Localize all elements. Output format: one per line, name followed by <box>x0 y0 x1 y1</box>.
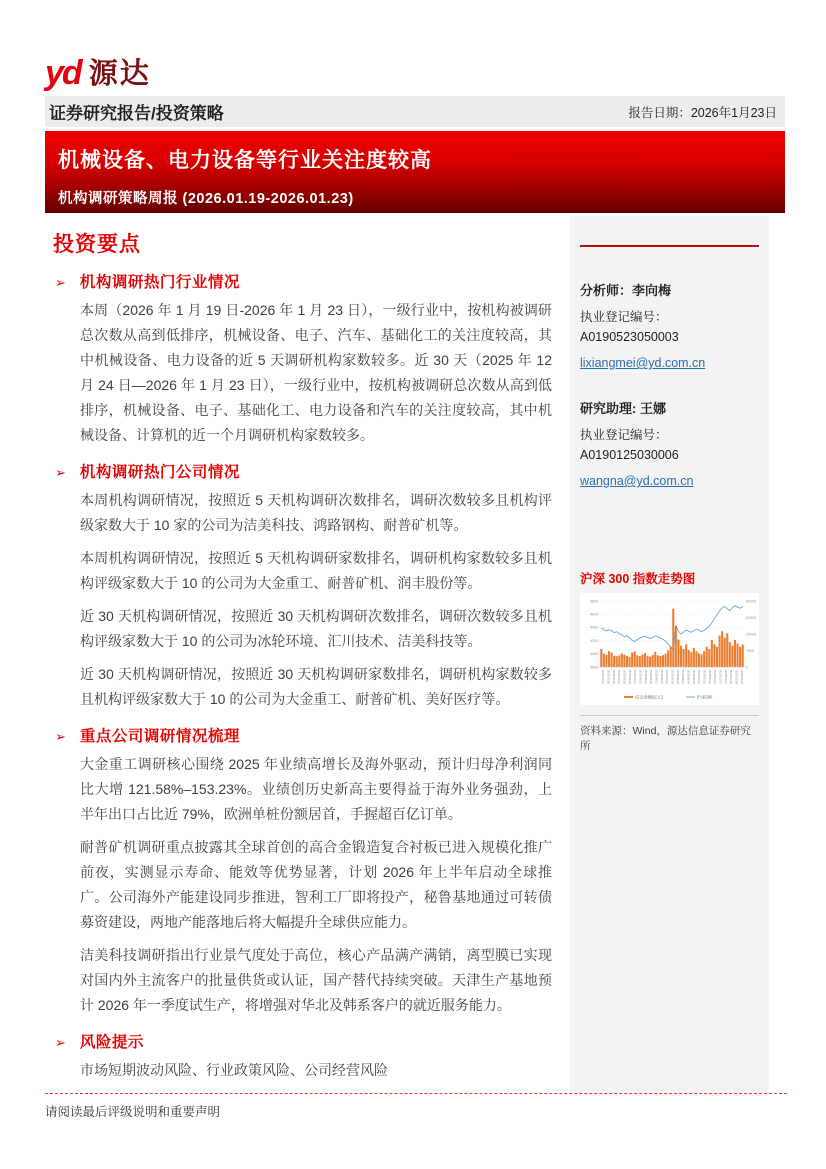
arrow-bullet-icon: ➢ <box>55 275 66 290</box>
svg-text:22500: 22500 <box>745 615 757 620</box>
footer-disclaimer: 请阅读最后评级说明和重要声明 <box>45 1105 221 1119</box>
svg-text:2025/04/17: 2025/04/17 <box>633 670 638 684</box>
section-heading <box>55 724 552 746</box>
report-category: 证券研究报告/投资策略 <box>49 104 224 123</box>
svg-text:2025/10/16: 2025/10/16 <box>702 670 707 684</box>
section-risk-warning <box>45 1030 552 1083</box>
svg-text:2025/09/18: 2025/09/18 <box>691 670 696 684</box>
svg-text:4600: 4600 <box>590 612 599 617</box>
svg-text:2025/02/06: 2025/02/06 <box>606 670 611 684</box>
analyst-email-link[interactable]: lixiangmei@yd.com.cn <box>580 356 706 370</box>
svg-text:2025/12/25: 2025/12/25 <box>729 670 734 684</box>
svg-text:4000: 4000 <box>590 652 599 657</box>
svg-text:2026/01/22: 2026/01/22 <box>739 670 744 684</box>
arrow-bullet-icon: ➢ <box>55 1035 66 1050</box>
analyst-block <box>580 281 759 373</box>
report-title: 机械设备、电力设备等行业关注度较高 <box>58 149 432 172</box>
svg-text:2025/05/15: 2025/05/15 <box>643 670 648 684</box>
svg-text:2025/12/11: 2025/12/11 <box>723 670 728 684</box>
svg-text:15000: 15000 <box>745 632 757 637</box>
body-paragraph: 本周机构调研情况，按照近 5 天机构调研次数排名，调研次数较多且机构评级家数大于 10 家的公司为洁美科技、鸿路钢构、耐普矿机等。 <box>80 492 552 533</box>
svg-text:30000: 30000 <box>745 599 757 604</box>
svg-text:2026/01/08: 2026/01/08 <box>734 670 739 684</box>
svg-text:2025/09/04: 2025/09/04 <box>686 670 691 684</box>
svg-text:成交金额(亿元): 成交金额(亿元) <box>635 694 663 700</box>
svg-text:2025/05/01: 2025/05/01 <box>638 670 643 684</box>
svg-text:0: 0 <box>745 665 748 670</box>
svg-text:2025/03/20: 2025/03/20 <box>622 670 627 684</box>
svg-text:2025/01/23: 2025/01/23 <box>601 670 606 684</box>
report-subtitle: 机构调研策略周报 (2026.01.19-2026.01.23) <box>58 191 354 207</box>
section-hot-industries <box>45 270 552 448</box>
hs300-chart-svg <box>580 593 759 705</box>
chart-title: 沪深 300 指数走势图 <box>580 572 696 586</box>
title-banner <box>45 131 785 213</box>
page-footer <box>45 1093 787 1120</box>
svg-text:2025/06/26: 2025/06/26 <box>659 670 664 684</box>
body-paragraph: 大金重工调研核心围绕 2025 年业绩高增长及海外驱动，预计归母净利润同比大增 121.58%–153.23%。业绩创历史新高主要得益于海外业务强劲，上半年出口占比近 79%，欧洲单桩份额居首，手握超百亿订单。 <box>80 756 552 822</box>
svg-text:4200: 4200 <box>590 638 599 643</box>
svg-text:2025/08/07: 2025/08/07 <box>675 670 680 684</box>
source-divider <box>580 715 759 716</box>
section-title: 机构调研热门公司情况 <box>79 464 240 481</box>
report-date: 报告日期：2026年1月23日 <box>628 105 777 120</box>
section-title: 风险提示 <box>79 1034 144 1051</box>
data-source: 资料来源：Wind，源达信息证券研究所 <box>580 725 751 752</box>
body-paragraph: 近 30 天机构调研情况，按照近 30 天机构调研次数排名，调研次数较多且机构评级家数大于 10 的公司为冰轮环境、汇川技术、洁美科技等。 <box>80 608 552 649</box>
report-meta-band <box>45 96 785 127</box>
investment-highlights-heading: 投资要点 <box>53 233 141 256</box>
body-paragraph: 本周（2026 年 1 月 19 日-2026 年 1 月 23 日），一级行业中，按机构被调研总次数从高到低排序，机械设备、电子、汽车、基础化工的关注度较高，其中机械设备、电力设备的近 5 天调研机构家数较多。近 30 天（2025 年 12 月 24 日—2026 年 1 月 23 日），一级行业中，按机构被调研总次数从高到低排序，机械设备、电子、基础化工、电力设备和汽车的关注度较高，其中机械设备、计算机的近一个月调研机构家数较多。 <box>80 302 552 443</box>
sidebar-top-rule <box>580 245 759 247</box>
body-paragraph: 本周机构调研情况，按照近 5 天机构调研家数排名，调研机构家数较多且机构评级家数大于 10 的公司为大金重工、耐普矿机、润丰股份等。 <box>80 550 552 591</box>
body-paragraph: 近 30 天机构调研情况，按照近 30 天机构调研家数排名，调研机构家数较多且机构评级家数大于 10 的公司为大金重工、耐普矿机、美好医疗等。 <box>80 666 552 707</box>
body-paragraph: 市场短期波动风险、行业政策风险、公司经营风险 <box>80 1062 388 1078</box>
analyst-registration-number: 执业登记编号：A0190523050003 <box>580 310 679 344</box>
svg-text:3800: 3800 <box>590 665 599 670</box>
company-name: 源达 <box>88 58 151 90</box>
assistant-registration-number: 执业登记编号：A0190125030006 <box>580 428 679 462</box>
svg-text:4800: 4800 <box>590 599 599 604</box>
svg-text:2025/07/10: 2025/07/10 <box>665 670 670 684</box>
assistant-block <box>580 399 759 491</box>
assistant-name: 研究助理: 王娜 <box>580 401 666 416</box>
body-paragraph: 耐普矿机调研重点披露其全球首创的高合金锻造复合衬板已进入规模化推广前夜，实测显示寿命、能效等优势显著，计划 2026 年上半年启动全球推广。公司海外产能建设同步推进，智利工厂即将投产，秘鲁基地通过可转债募资建设，两地产能落地后将大幅提升全球供应能力。 <box>80 839 552 930</box>
svg-text:2025/04/03: 2025/04/03 <box>627 670 632 684</box>
arrow-bullet-icon: ➢ <box>55 465 66 480</box>
content-area <box>45 216 785 1096</box>
svg-text:2025/11/13: 2025/11/13 <box>713 670 718 684</box>
section-title: 机构调研热门行业情况 <box>79 274 240 291</box>
arrow-bullet-icon: ➢ <box>55 729 66 744</box>
body-paragraph: 洁美科技调研指出行业景气度处于高位，核心产品满产满销，离型膜已实现对国内外主流客户的批量供货或认证，国产替代持续突破。天津生产基地预计 2026 年一季度试生产，将增强对华北及韩系客户的就近服务能力。 <box>80 947 552 1013</box>
svg-text:4400: 4400 <box>590 625 599 630</box>
section-hot-companies <box>45 460 552 712</box>
svg-text:沪深300: 沪深300 <box>697 694 713 700</box>
svg-text:2025/05/29: 2025/05/29 <box>649 670 654 684</box>
sidebar <box>570 216 769 1096</box>
svg-text:2025/03/06: 2025/03/06 <box>617 670 622 684</box>
section-heading <box>55 460 552 482</box>
svg-text:2025/08/21: 2025/08/21 <box>681 670 686 684</box>
svg-text:2025/06/12: 2025/06/12 <box>654 670 659 684</box>
svg-text:2025/11/27: 2025/11/27 <box>718 670 723 684</box>
analyst-name: 分析师：李向梅 <box>580 283 672 298</box>
section-heading <box>55 1030 552 1052</box>
assistant-email-link[interactable]: wangna@yd.com.cn <box>580 474 694 488</box>
section-key-companies <box>45 724 552 1018</box>
main-column <box>45 216 570 1091</box>
svg-text:2025/02/20: 2025/02/20 <box>611 670 616 684</box>
section-title: 重点公司调研情况梳理 <box>79 728 240 745</box>
company-logo <box>0 0 826 96</box>
svg-text:7500: 7500 <box>745 648 754 653</box>
hs300-chart <box>580 593 759 705</box>
section-heading <box>55 270 552 292</box>
svg-text:2025/10/02: 2025/10/02 <box>697 670 702 684</box>
svg-text:2025/07/24: 2025/07/24 <box>670 670 675 684</box>
yd-logo-icon: yd <box>45 54 81 92</box>
svg-text:2025/10/30: 2025/10/30 <box>707 670 712 684</box>
